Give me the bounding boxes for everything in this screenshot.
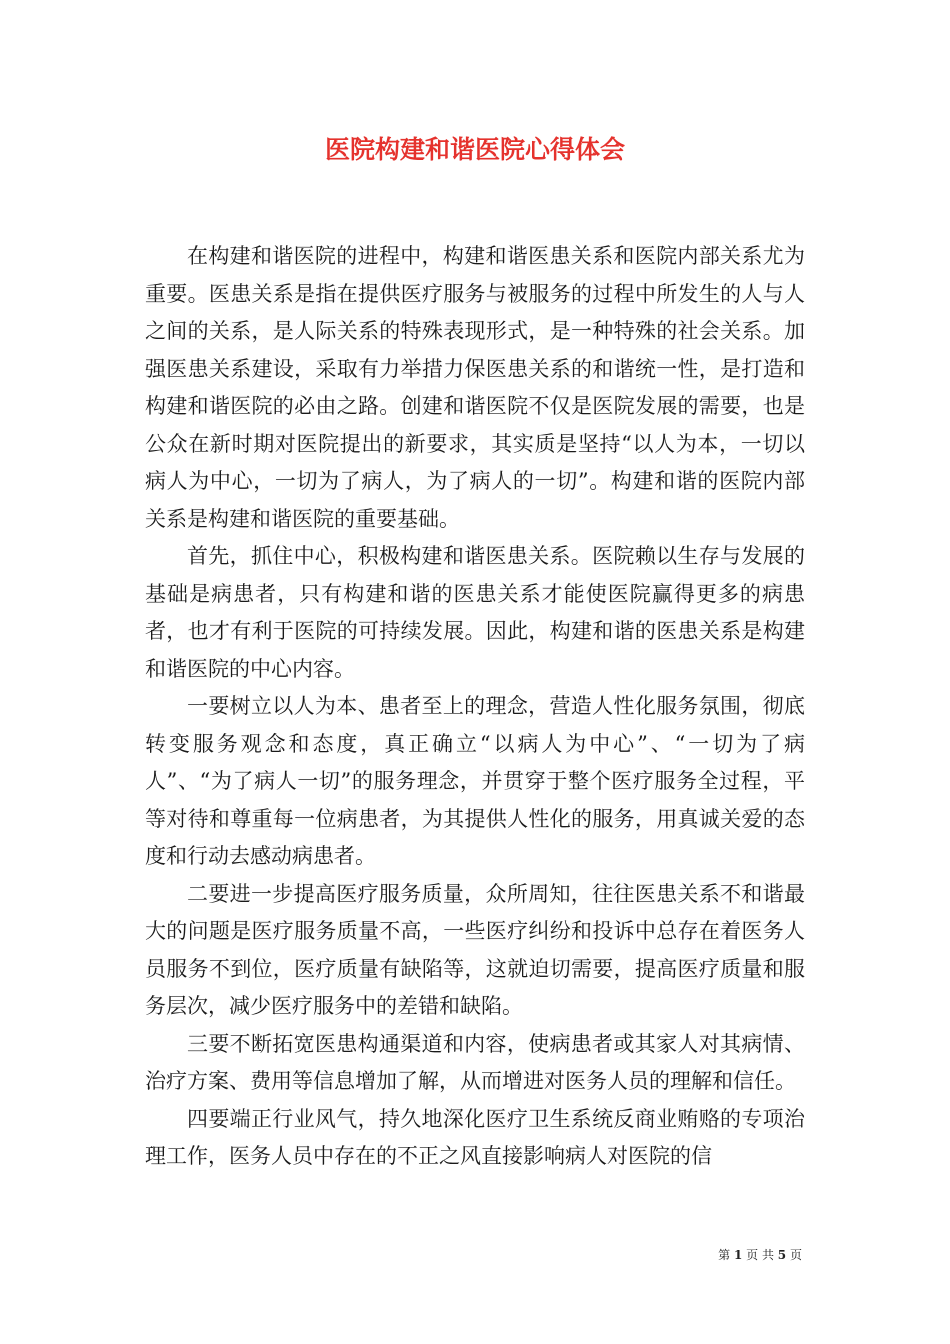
footer-suffix: 页 xyxy=(789,1248,802,1262)
page-number-footer xyxy=(718,1247,802,1263)
document-body xyxy=(145,238,805,1176)
footer-middle: 页 共 xyxy=(746,1248,774,1262)
current-page-number: 1 xyxy=(733,1248,743,1262)
total-page-count: 5 xyxy=(777,1248,787,1262)
paragraph-item-three: 三要不断拓宽医患构通渠道和内容，使病患者或其家人对其病情、治疗方案、费用等信息增加了解，从而增进对医务人员的理解和信任。 xyxy=(145,1031,805,1093)
paragraph-intro: 在构建和谐医院的进程中，构建和谐医患关系和医院内部关系尤为重要。医患关系是指在提供医疗服务与被服务的过程中所发生的人与人之间的关系，是人际关系的特殊表现形式，是一种特殊的社会关系。加强医患关系建设，采取有力举措力保医患关系的和谐统一性，是打造和构建和谐医院的必由之路。创建和谐医院不仅是医院发展的需要，也是公众在新时期对医院提出的新要求，其实质是坚持“以人为本，一切以病人为中心，一切为了病人，为了病人的一切”。构建和谐的医院内部关系是构建和谐医院的重要基础。 xyxy=(145,244,805,531)
footer-prefix: 第 xyxy=(718,1248,731,1262)
paragraph-item-one: 一要树立以人为本、患者至上的理念，营造人性化服务氛围，彻底转变服务观念和态度，真正确立“以病人为中心”、“一切为了病人”、“为了病人一切”的服务理念，并贯穿于整个医疗服务全过程，平等对待和尊重每一位病患者，为其提供人性化的服务，用真诚关爱的态度和行动去感动病患者。 xyxy=(145,694,805,868)
paragraph-item-four: 四要端正行业风气，持久地深化医疗卫生系统反商业贿赂的专项治理工作，医务人员中存在的不正之风直接影响病人对医院的信 xyxy=(145,1106,805,1168)
document-title: 医院构建和谐医院心得体会 xyxy=(324,135,625,164)
paragraph-first-point: 首先，抓住中心，积极构建和谐医患关系。医院赖以生存与发展的基础是病患者，只有构建和谐的医患关系才能使医院赢得更多的病患者，也才有利于医院的可持续发展。因此，构建和谐的医患关系是构建和谐医院的中心内容。 xyxy=(145,544,805,681)
paragraph-item-two: 二要进一步提高医疗服务质量，众所周知，往往医患关系不和谐最大的问题是医疗服务质量不高，一些医疗纠纷和投诉中总存在着医务人员服务不到位，医疗质量有缺陷等，这就迫切需要，提高医疗质量和服务层次，减少医疗服务中的差错和缺陷。 xyxy=(145,881,805,1018)
